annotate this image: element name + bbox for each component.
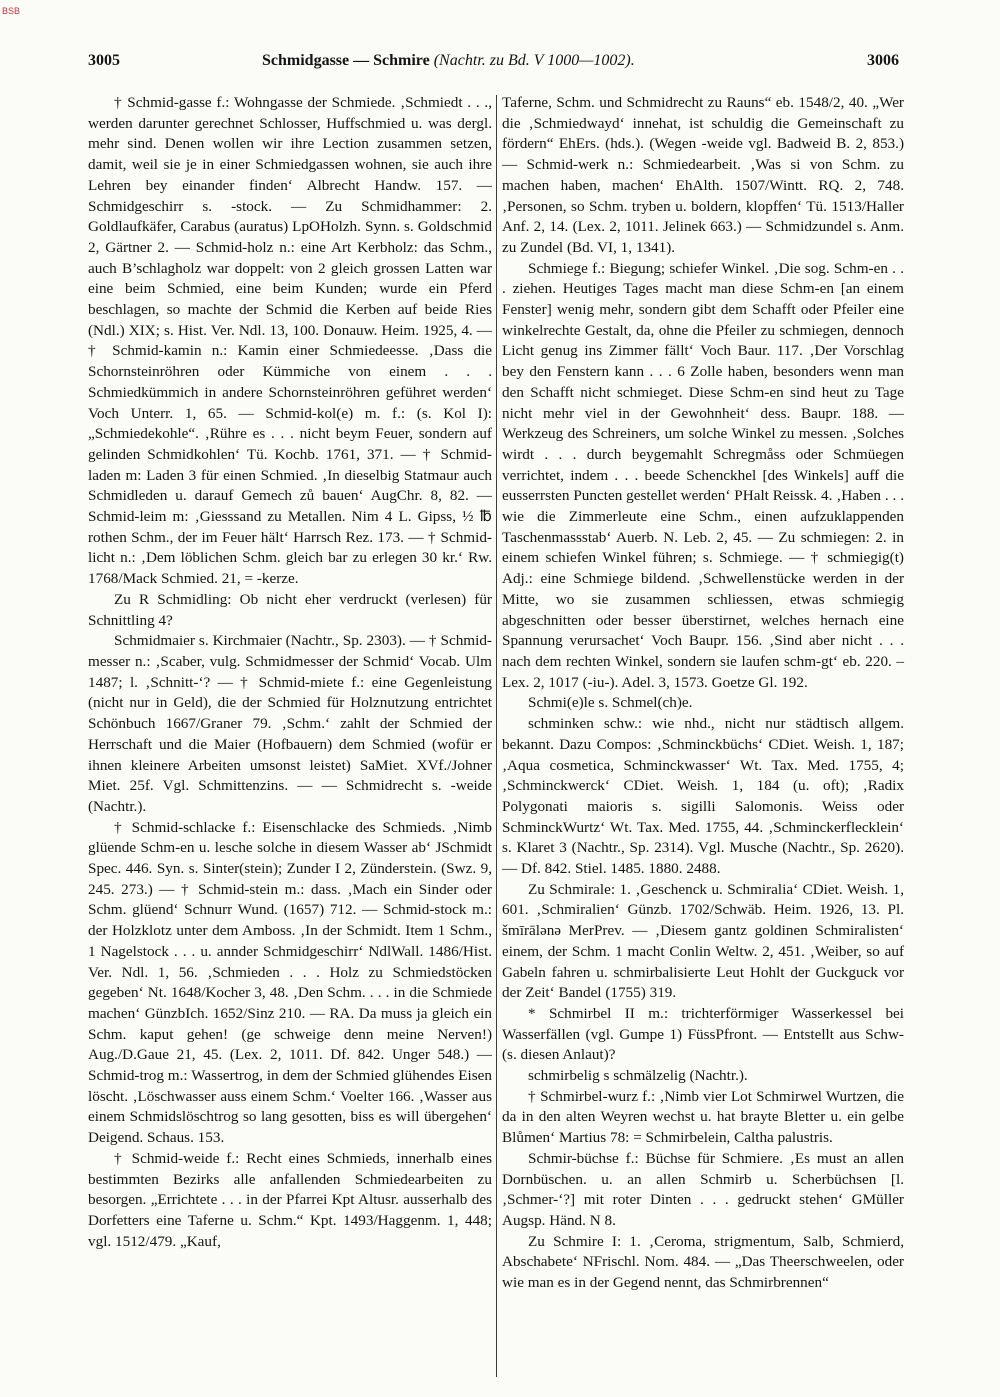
entry-schmid-schlacke: † Schmid-schlacke f.: Eisenschlacke des Schmieds. ‚Nimb glüende Schm-en u. lesche solche in diesem Wasser ab‘ JSchmidt Spec. 446. Syn. s. Sinter(stein); Zunder I 2, Zünderstein. (Swz. 9, 245. 273.) — † Schmid-stein m.: dass. ‚Mach ein Sinder oder Schm. glüend‘ Schnurr Wund. (1657) 712. — Schmid-stock m.: der Holzklotz unter dem Amboss. ‚In der Schmidt. Item 1 Schm., 1 Nagelstock . . . u. annder Schmidgeschirr‘ NdlWall. 1486/Hist. Ver. Ndl. 1, 56. ‚Schmieden . . . Holz zu Schmiedstöcken gegeben‘ Nt. 1648/Kocher 3, 48. ‚Den Schm. . . . in die Schmiede machen‘ GünzbIch. 1652/Sinz 210. — RA. Da muss ja gleich ein Schm. kaput gehen! (ge schweige denn meine Nerven!) Aug./D.Gaue 21, 45. (Lex. 2, 1011. Df. 842. Unger 548.) — Schmid-trog m.: Wassertrog, in dem der Schmied glühendes Eisen löscht. ‚Löschwasser auss einem Schm.‘ Voelter 166. ‚Wasser aus einem Schmidslöschtrog so lang gesotten, biss es will übergehen‘ Deigend. Schaus. 153. <box>88 818 492 1147</box>
running-head-title: Schmidgasse — Schmire <box>262 52 430 69</box>
entry-continuation: Taferne, Schm. und Schmidrecht zu Rauns“ eb. 1548/2, 40. „Wer die ‚Schmiedwayd‘ innehat, ist schuldig die Gemeinschaft zu fördern“ EhErs. (hds.). (Wegen -weide vgl. Badweid B. 2, 853.) — Schmid-werk n.: Schmiedearbeit. ‚Was si von Schm. zu machen haben, machen‘ EhAlth. 1507/Wintt. RQ. 2, 748. ‚Personen, so Schm. tryben u. boldern, klopffen‘ Tü. 1513/Haller Anf. 2, 14. (Lex. 2, 1011. Jelinek 663.) — Schmidzundel s. Anm. zu Zundel (Bd. VI, 1, 1341). <box>502 94 904 256</box>
entry-schmiele: Schmi(e)le s. Schmel(ch)e. <box>528 694 693 712</box>
running-head-note: (Nachtr. zu Bd. V 1000—1002). <box>433 52 635 69</box>
right-column <box>502 93 904 1294</box>
entry-schmir-buechse: Schmir-büchse f.: Büchse für Schmiere. ‚Es must an allen Dornbüschen. u. an allen Schmirb u. Scherbüchsen [l. ‚Schmer-‘?] mit roter Dinten . . . gedruckt stehen‘ GMüller Augsp. Händ. N 8. <box>502 1149 904 1229</box>
entry-schmid-weide: † Schmid-weide f.: Recht eines Schmieds, innerhalb eines bestimmten Bezirks alle anfallenden Schmiedearbeiten zu besorgen. „Errichtete . . . in der Pfarrei Kpt Altusr. ausserhalb des Dorfetters eine Taferne u. Schm.“ Kpt. 1493/Haggenm. 1, 448; vgl. 1512/479. „Kauf, <box>88 1149 492 1250</box>
entry-schmirale: Zu Schmirale: 1. ‚Geschenck u. Schmiralia‘ CDiet. Weish. 1, 601. ‚Schmiralien‘ Günzb. 1702/Schwäb. Heim. 1926, 13. Pl. šmīrālənə MerPrev. — ‚Diesem gantz goldinen Schmiralisten‘ einem, der Schm. 1 macht Conlin Weltw. 2, 451. ‚Weiber, so auf Gabeln fahren u. schmirbalisierte Leut Hohlt der Guckguck vor der Zeit‘ Bandel (1755) 319. <box>502 880 904 1002</box>
entry-schmirbel: * Schmirbel II m.: trichterförmiger Wasserkessel bei Wasserfällen (vgl. Gumpe 1) FüssPfront. — Entstellt aus Schw- (s. diesen Anlaut)? <box>502 1004 904 1064</box>
entry-schmirbel-wurz: † Schmirbel-wurz f.: ‚Nimb vier Lot Schmirwel Wurtzen, die da in den alten Weyren wechst u. hat brayte Bletter u. ein gelbe Blůmen‘ Martius 78: = Schmirbelein, Caltha palustris. <box>502 1087 904 1147</box>
left-column <box>88 93 492 1252</box>
page-number-right: 3006 <box>867 52 899 69</box>
column-divider <box>496 95 497 1377</box>
entry-schmidling: Zu R Schmidling: Ob nicht eher verdruckt (verlesen) für Schnittling 4? <box>88 590 492 629</box>
entry-schmidmaier: Schmidmaier s. Kirchmaier (Nachtr., Sp. 2303). — † Schmid-messer n.: ‚Scaber, vulg. Schmidmesser der Schmid‘ Vocab. Ulm 1487; l. ‚Schnitt-‘? — † Schmid-miete f.: eine Gegenleistung (nicht nur in Geld), die der Schmied für Holznutzung entrichtet Schönbuch 1667/Graner 79. ‚Schm.‘ zahlt der Schmied der Herrschaft und die Maier (Hofbauern) dem Schmied (wofür er ihnen kleinere Arbeiten umsonst leistet) SaMiet. XVf./Johner Miet. 25f. Vgl. Schmittenzins. — — Schmidrecht s. -weide (Nachtr.). <box>88 632 492 815</box>
entry-schminken: schminken schw.: wie nhd., nicht nur städtisch allgem. bekannt. Dazu Compos: ‚Schminckbüchs‘ CDiet. Weish. 1, 187; ‚Aqua cosmetica, Schminckwasser‘ Wt. Tax. Med. 1755, 4; ‚Schminckwerck‘ CDiet. Weish. 1, 184 (u. oft); ‚Radix Polygonati maioris s. sigilli Salomonis. Weiss oder SchminckWurtz‘ Wt. Tax. Med. 1755, 44. ‚Schminckerflecklein‘ s. Klaret 3 (Nachtr., Sp. 2314). Vgl. Musche (Nachtr., Sp. 2620). — Df. 842. Stiel. 1485. 1880. 2488. <box>502 715 904 878</box>
entry-schmiege: Schmiege f.: Biegung; schiefer Winkel. ‚Die sog. Schm-en . . . ziehen. Heutiges Tages macht man diese Schm-en [an einem Fenster] wenig mehr, sondern gibt dem Schafft oder Pfeiler eine winkelrechte Gestalt, da, ohne die Pfeiler zu schmiegen, dennoch Licht genug ins Zimmer fällt‘ Voch Baur. 117. ‚Der Vorschlag bey den Fenstern kann . . . 6 Zolle haben, besonders wenn man den Schafft nicht schmieget. Diese Schm-en sind heut zu Tage nicht mehr viel in der Gewohnheit‘ dess. Baupr. 188. — Werkzeug des Schreiners, um solche Winkel zu messen. ‚Solches wirdt . . . durch beygemahlt Schregmåss oder Schmüegen verrichtet, indem . . . beede Schenckhel [des Winkels] auff die eusserrsten Puncten gestellet werden‘ PHalt Reissk. 4. ‚Haben . . . wie die Zimmerleute eine Schm., einen aufzuklappenden Taschenmassstab‘ Auerb. N. Leb. 2, 45. — Zu schmiegen: 2. in einem schiefen Winkel führen; s. Schmiege. — † schmiegig(t) Adj.: eine Schmiege bildend. ‚Schwellenstücke werden in der Mitte, wo sie zusammen schliessen, etwas schmiegig abgeschnitten oder besser überstirnet, welches hernach eine Spannung verursachet‘ Voch Baupr. 156. ‚Sind aber nicht . . . nach dem rechten Winkel, sondern sie laufen schm-gt‘ eb. 220. – Lex. 2, 1017 (-iu-). Adel. 3, 1573. Goetze Gl. 192. <box>502 259 904 691</box>
running-head <box>262 52 635 70</box>
entry-schmire: Zu Schmire I: 1. ‚Ceroma, strigmentum, Salb, Schmierd, Abschabete‘ NFrischl. Nom. 484. — „Das Theerschweelen, oder wie man es in der Gegend nennt, das Schmirbrennen“ <box>502 1232 904 1292</box>
entry-schmid-gasse: † Schmid-gasse f.: Wohngasse der Schmiede. ‚Schmiedt . . ., werden darunter gerechnet Schlosser, Huffschmied u. was dergl. mehr sind. Denen wollen wir ihre Lection zusammen setzen, damit, weil sie je in einer Schmiedgassen wohnen, sie auch ihre Lehren bey einander finden‘ Albrecht Handw. 157. — Schmidgeschirr s. -stock. — Zu Schmidhammer: 2. Goldlaufkäfer, Carabus (auratus) LpOHolzh. Synn. s. Goldschmid 2, Gärtner 2. — Schmid-holz n.: eine Art Kerbholz: das Schm., auch B’schlagholz war doppelt: von 2 gleich grossen Latten war eine beim Schmied, eine beim Kunden; wurde ein Pferd beschlagen, so machte der Schmid die Kerben auf beide Ries (Ndl.) XIX; s. Hist. Ver. Ndl. 13, 100. Donauw. Heim. 1925, 4. — † Schmid-kamin n.: Kamin einer Schmiedeesse. ‚Dass die Schornsteinröhren oder Kümmiche von einem . . . Schmiedkümmich in andere Schornsteinröhren geführet werden‘ Voch Unterr. 1, 65. — Schmid-kol(e) m. f.: (s. Kol I): „Schmiedekohle“. ‚Rühre es . . . nicht beym Feuer, sondern auf gelinden Schmidkohlen‘ Tü. Kochb. 1761, 371. — † Schmid-laden m: Laden 3 für einen Schmied. ‚In dieselbig Statmaur auch Schmidleden u. darauf Gemech zů bauen‘ AugChr. 8, 82. — Schmid-leim m: ‚Giesssand zu Metallen. Nim 4 L. Gipss, ½ ℔ rothen Schm., der im Feuer hält‘ Harrsch Rez. 173. — † Schmid-licht n.: ‚Dem löblichen Schm. gleich bar zu erlegen 30 kr.‘ Rw. 1768/Mack Schmied. 21, = -kerze. <box>88 94 492 588</box>
page-number-left: 3005 <box>88 52 120 69</box>
entry-schmirbelig: schmirbelig s schmälzelig (Nachtr.). <box>528 1067 748 1085</box>
library-stamp: BSB <box>2 6 21 16</box>
